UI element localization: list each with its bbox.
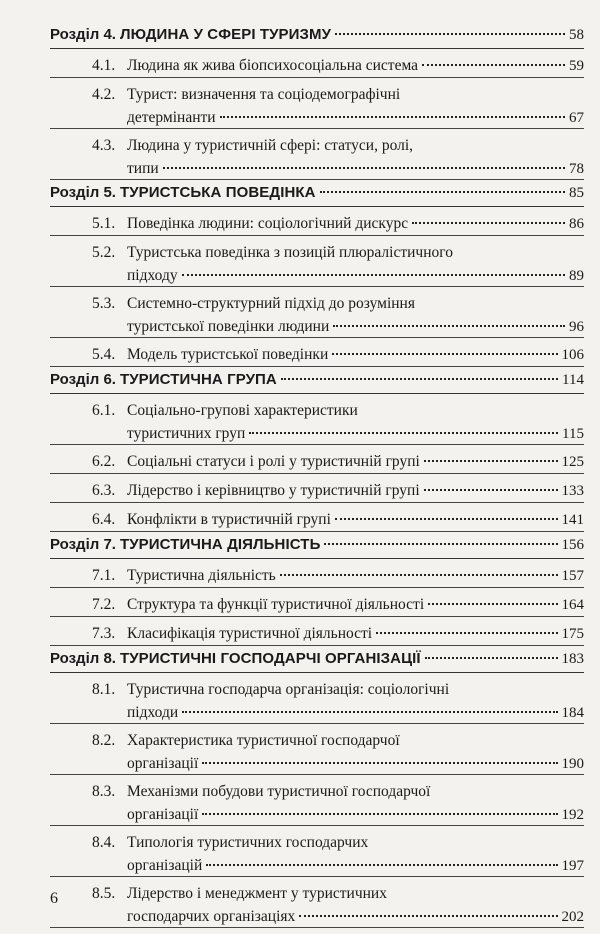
dot-leader — [333, 325, 565, 327]
section-number: 7.1. — [92, 567, 116, 584]
section-page-number: 106 — [561, 347, 584, 363]
section-title-last-line — [127, 905, 584, 929]
section-title-line: Класифікація туристичної діяльності — [127, 625, 373, 642]
section-title-line: підходи — [127, 704, 179, 721]
section-title — [127, 83, 584, 130]
chapter-number: Розділ 7. — [50, 536, 116, 553]
section-title — [127, 780, 584, 827]
section-title-line: Типологія туристичних господарчих — [127, 834, 369, 851]
section-title-line: типи — [127, 160, 159, 177]
section-title — [127, 292, 584, 339]
section-title-line: туристської поведінки людини — [127, 318, 330, 335]
section-title-line: туристичних груп — [127, 425, 246, 442]
section-number: 6.3. — [92, 482, 116, 499]
section-number: 6.4. — [92, 511, 116, 528]
section-title — [127, 622, 584, 646]
section-title-last-line — [127, 422, 584, 446]
section-title-last-line — [127, 479, 584, 503]
section-page-number: 133 — [561, 483, 584, 499]
section-title — [127, 831, 584, 878]
section-title — [127, 399, 584, 446]
toc-section-entry[interactable] — [50, 49, 584, 78]
section-number: 5.2. — [92, 244, 116, 261]
toc-section-entry[interactable] — [50, 877, 584, 928]
toc-section-entry[interactable] — [50, 129, 584, 180]
section-number: 8.2. — [92, 732, 116, 749]
chapter-page-number: 58 — [569, 27, 584, 43]
section-title-line: детермінанти — [127, 109, 216, 126]
dot-leader — [425, 657, 558, 659]
dot-leader — [206, 864, 557, 866]
dot-leader — [202, 762, 557, 764]
section-title — [127, 450, 584, 474]
toc-section-entry[interactable] — [50, 617, 584, 646]
section-number: 4.3. — [92, 137, 116, 154]
section-number: 8.1. — [92, 681, 116, 698]
page-number: 6 — [50, 890, 58, 907]
toc-section-entry[interactable] — [50, 338, 584, 367]
section-title — [127, 479, 584, 503]
section-number: 7.2. — [92, 596, 116, 613]
section-page-number: 175 — [561, 626, 584, 642]
section-title-line: Соціально-групові характеристики — [127, 402, 358, 419]
dot-leader — [428, 603, 557, 605]
section-page-number: 125 — [561, 454, 584, 470]
section-title-last-line — [127, 264, 584, 288]
toc-chapter-heading[interactable] — [50, 367, 584, 394]
section-title — [127, 343, 584, 367]
section-title-last-line — [127, 343, 584, 367]
section-title-line: Людина у туристичній сфері: статуси, ролі, — [127, 137, 414, 154]
section-number: 8.4. — [92, 834, 116, 851]
dot-leader — [412, 222, 565, 224]
section-number: 5.3. — [92, 295, 116, 312]
dot-leader — [182, 274, 565, 276]
section-title-line: Туристична господарча організація: соціологічні — [127, 681, 450, 698]
dot-leader — [220, 116, 565, 118]
section-title — [127, 593, 584, 617]
toc-section-entry[interactable] — [50, 474, 584, 503]
section-title — [127, 134, 584, 181]
section-title-line: підходу — [127, 267, 178, 284]
section-title-last-line — [127, 803, 584, 827]
chapter-page-number: 85 — [569, 185, 584, 201]
section-page-number: 67 — [569, 110, 584, 126]
section-title-line: Характеристика туристичної господарчої — [127, 732, 400, 749]
dot-leader — [182, 711, 557, 713]
section-page-number: 164 — [561, 597, 584, 613]
toc-section-entry[interactable] — [50, 287, 584, 338]
section-number: 8.5. — [92, 885, 116, 902]
section-number: 5.1. — [92, 215, 116, 232]
dot-leader — [324, 543, 557, 545]
section-page-number: 115 — [562, 426, 584, 442]
section-title-line: Лідерство і керівництво у туристичній групі — [127, 482, 420, 499]
chapter-heading-line — [50, 536, 584, 554]
chapter-number: Розділ 4. — [50, 26, 116, 43]
toc-chapter-heading[interactable] — [50, 180, 584, 207]
section-number: 6.2. — [92, 453, 116, 470]
dot-leader — [280, 574, 558, 576]
section-title-line: Структура та функції туристичної діяльності — [127, 596, 425, 613]
section-page-number: 157 — [561, 568, 584, 584]
section-title-line: Конфлікти в туристичній групі — [127, 511, 331, 528]
chapter-title: ТУРИСТИЧНІ ГОСПОДАРЧІ ОРГАНІЗАЦІЇ — [119, 650, 421, 667]
section-number: 8.3. — [92, 783, 116, 800]
section-title-last-line — [127, 854, 584, 878]
section-title — [127, 564, 584, 588]
section-number: 4.2. — [92, 86, 116, 103]
section-title-last-line — [127, 593, 584, 617]
section-page-number: 190 — [561, 756, 584, 772]
chapter-page-number: 156 — [561, 537, 584, 553]
section-number: 5.4. — [92, 346, 116, 363]
dot-leader — [332, 353, 557, 355]
section-number: 6.1. — [92, 402, 116, 419]
chapter-number: Розділ 8. — [50, 650, 116, 667]
chapter-title: ЛЮДИНА У СФЕРІ ТУРИЗМУ — [119, 26, 332, 43]
section-page-number: 96 — [569, 319, 584, 335]
chapter-page-number: 183 — [561, 651, 584, 667]
chapter-heading-line — [50, 371, 584, 389]
section-title — [127, 54, 584, 78]
section-title-line: Соціальні статуси і ролі у туристичній групі — [127, 453, 420, 470]
section-title-last-line — [127, 212, 584, 236]
section-number: 7.3. — [92, 625, 116, 642]
dot-leader — [320, 191, 565, 193]
chapter-heading-line — [50, 26, 584, 44]
section-title-line: організації — [127, 806, 199, 823]
section-title-last-line — [127, 752, 584, 776]
toc-section-entry[interactable] — [50, 503, 584, 532]
dot-leader — [163, 167, 565, 169]
section-title-line: організації — [127, 755, 199, 772]
section-title-last-line — [127, 54, 584, 78]
toc-section-entry[interactable] — [50, 775, 584, 826]
section-page-number: 202 — [561, 909, 584, 925]
section-title-last-line — [127, 106, 584, 130]
dot-leader — [424, 460, 558, 462]
section-title-last-line — [127, 508, 584, 532]
section-title-line: Туристська поведінка з позицій плюралістичного — [127, 244, 453, 261]
section-page-number: 192 — [561, 807, 584, 823]
section-title-line: Поведінка людини: соціологічний дискурс — [127, 215, 409, 232]
dot-leader — [249, 432, 558, 434]
dot-leader — [202, 813, 557, 815]
dot-leader — [281, 378, 558, 380]
section-page-number: 184 — [561, 705, 584, 721]
dot-leader — [422, 64, 565, 66]
toc-section-entry[interactable] — [50, 559, 584, 588]
toc-chapter-heading[interactable] — [50, 22, 584, 49]
chapter-heading-line — [50, 650, 584, 668]
section-title — [127, 508, 584, 532]
toc-section-entry[interactable] — [50, 207, 584, 236]
toc-chapter-heading[interactable] — [50, 646, 584, 673]
section-title-last-line — [127, 701, 584, 725]
section-title-line: Механізми побудови туристичної господарчої — [127, 783, 431, 800]
toc-section-entry[interactable] — [50, 724, 584, 775]
toc-section-entry[interactable] — [50, 445, 584, 474]
section-title — [127, 678, 584, 725]
section-page-number: 59 — [569, 58, 584, 74]
section-title-last-line — [127, 622, 584, 646]
toc-section-entry[interactable] — [50, 78, 584, 129]
section-title-line: Туристична діяльність — [127, 567, 276, 584]
chapter-page-number: 114 — [562, 372, 584, 388]
section-title — [127, 729, 584, 776]
toc-section-entry[interactable] — [50, 588, 584, 617]
section-title-line: господарчих організаціях — [127, 908, 296, 925]
chapter-heading-line — [50, 184, 584, 202]
dot-leader — [299, 915, 557, 917]
section-page-number: 141 — [561, 512, 584, 528]
chapter-title: ТУРИСТИЧНА ГРУПА — [119, 371, 277, 388]
section-title-last-line — [127, 315, 584, 339]
dot-leader — [335, 33, 565, 35]
toc-section-entry[interactable] — [50, 826, 584, 877]
toc-section-entry[interactable] — [50, 673, 584, 724]
section-page-number: 89 — [569, 268, 584, 284]
section-title — [127, 882, 584, 929]
chapter-number: Розділ 6. — [50, 371, 116, 388]
toc-section-entry[interactable] — [50, 236, 584, 287]
section-title — [127, 241, 584, 288]
dot-leader — [376, 632, 557, 634]
section-title-last-line — [127, 564, 584, 588]
section-title-line: Системно-структурний підхід до розуміння — [127, 295, 415, 312]
toc-chapter-heading[interactable] — [50, 532, 584, 559]
toc-section-entry[interactable] — [50, 394, 584, 445]
table-of-contents — [50, 22, 584, 928]
section-title-line: Модель туристської поведінки — [127, 346, 329, 363]
section-title — [127, 212, 584, 236]
section-page-number: 86 — [569, 216, 584, 232]
section-page-number: 197 — [561, 858, 584, 874]
section-title-line: організацій — [127, 857, 203, 874]
chapter-title: ТУРИСТСЬКА ПОВЕДІНКА — [119, 184, 316, 201]
section-title-last-line — [127, 450, 584, 474]
section-page-number: 78 — [569, 161, 584, 177]
section-title-line: Лідерство і менеджмент у туристичних — [127, 885, 387, 902]
chapter-number: Розділ 5. — [50, 184, 116, 201]
dot-leader — [424, 489, 558, 491]
section-title-last-line — [127, 157, 584, 181]
dot-leader — [335, 518, 558, 520]
section-number: 4.1. — [92, 57, 116, 74]
section-title-line: Людина як жива біопсихосоціальна система — [127, 57, 419, 74]
chapter-title: ТУРИСТИЧНА ДІЯЛЬНІСТЬ — [119, 536, 321, 553]
section-title-line: Турист: визначення та соціодемографічні — [127, 86, 401, 103]
